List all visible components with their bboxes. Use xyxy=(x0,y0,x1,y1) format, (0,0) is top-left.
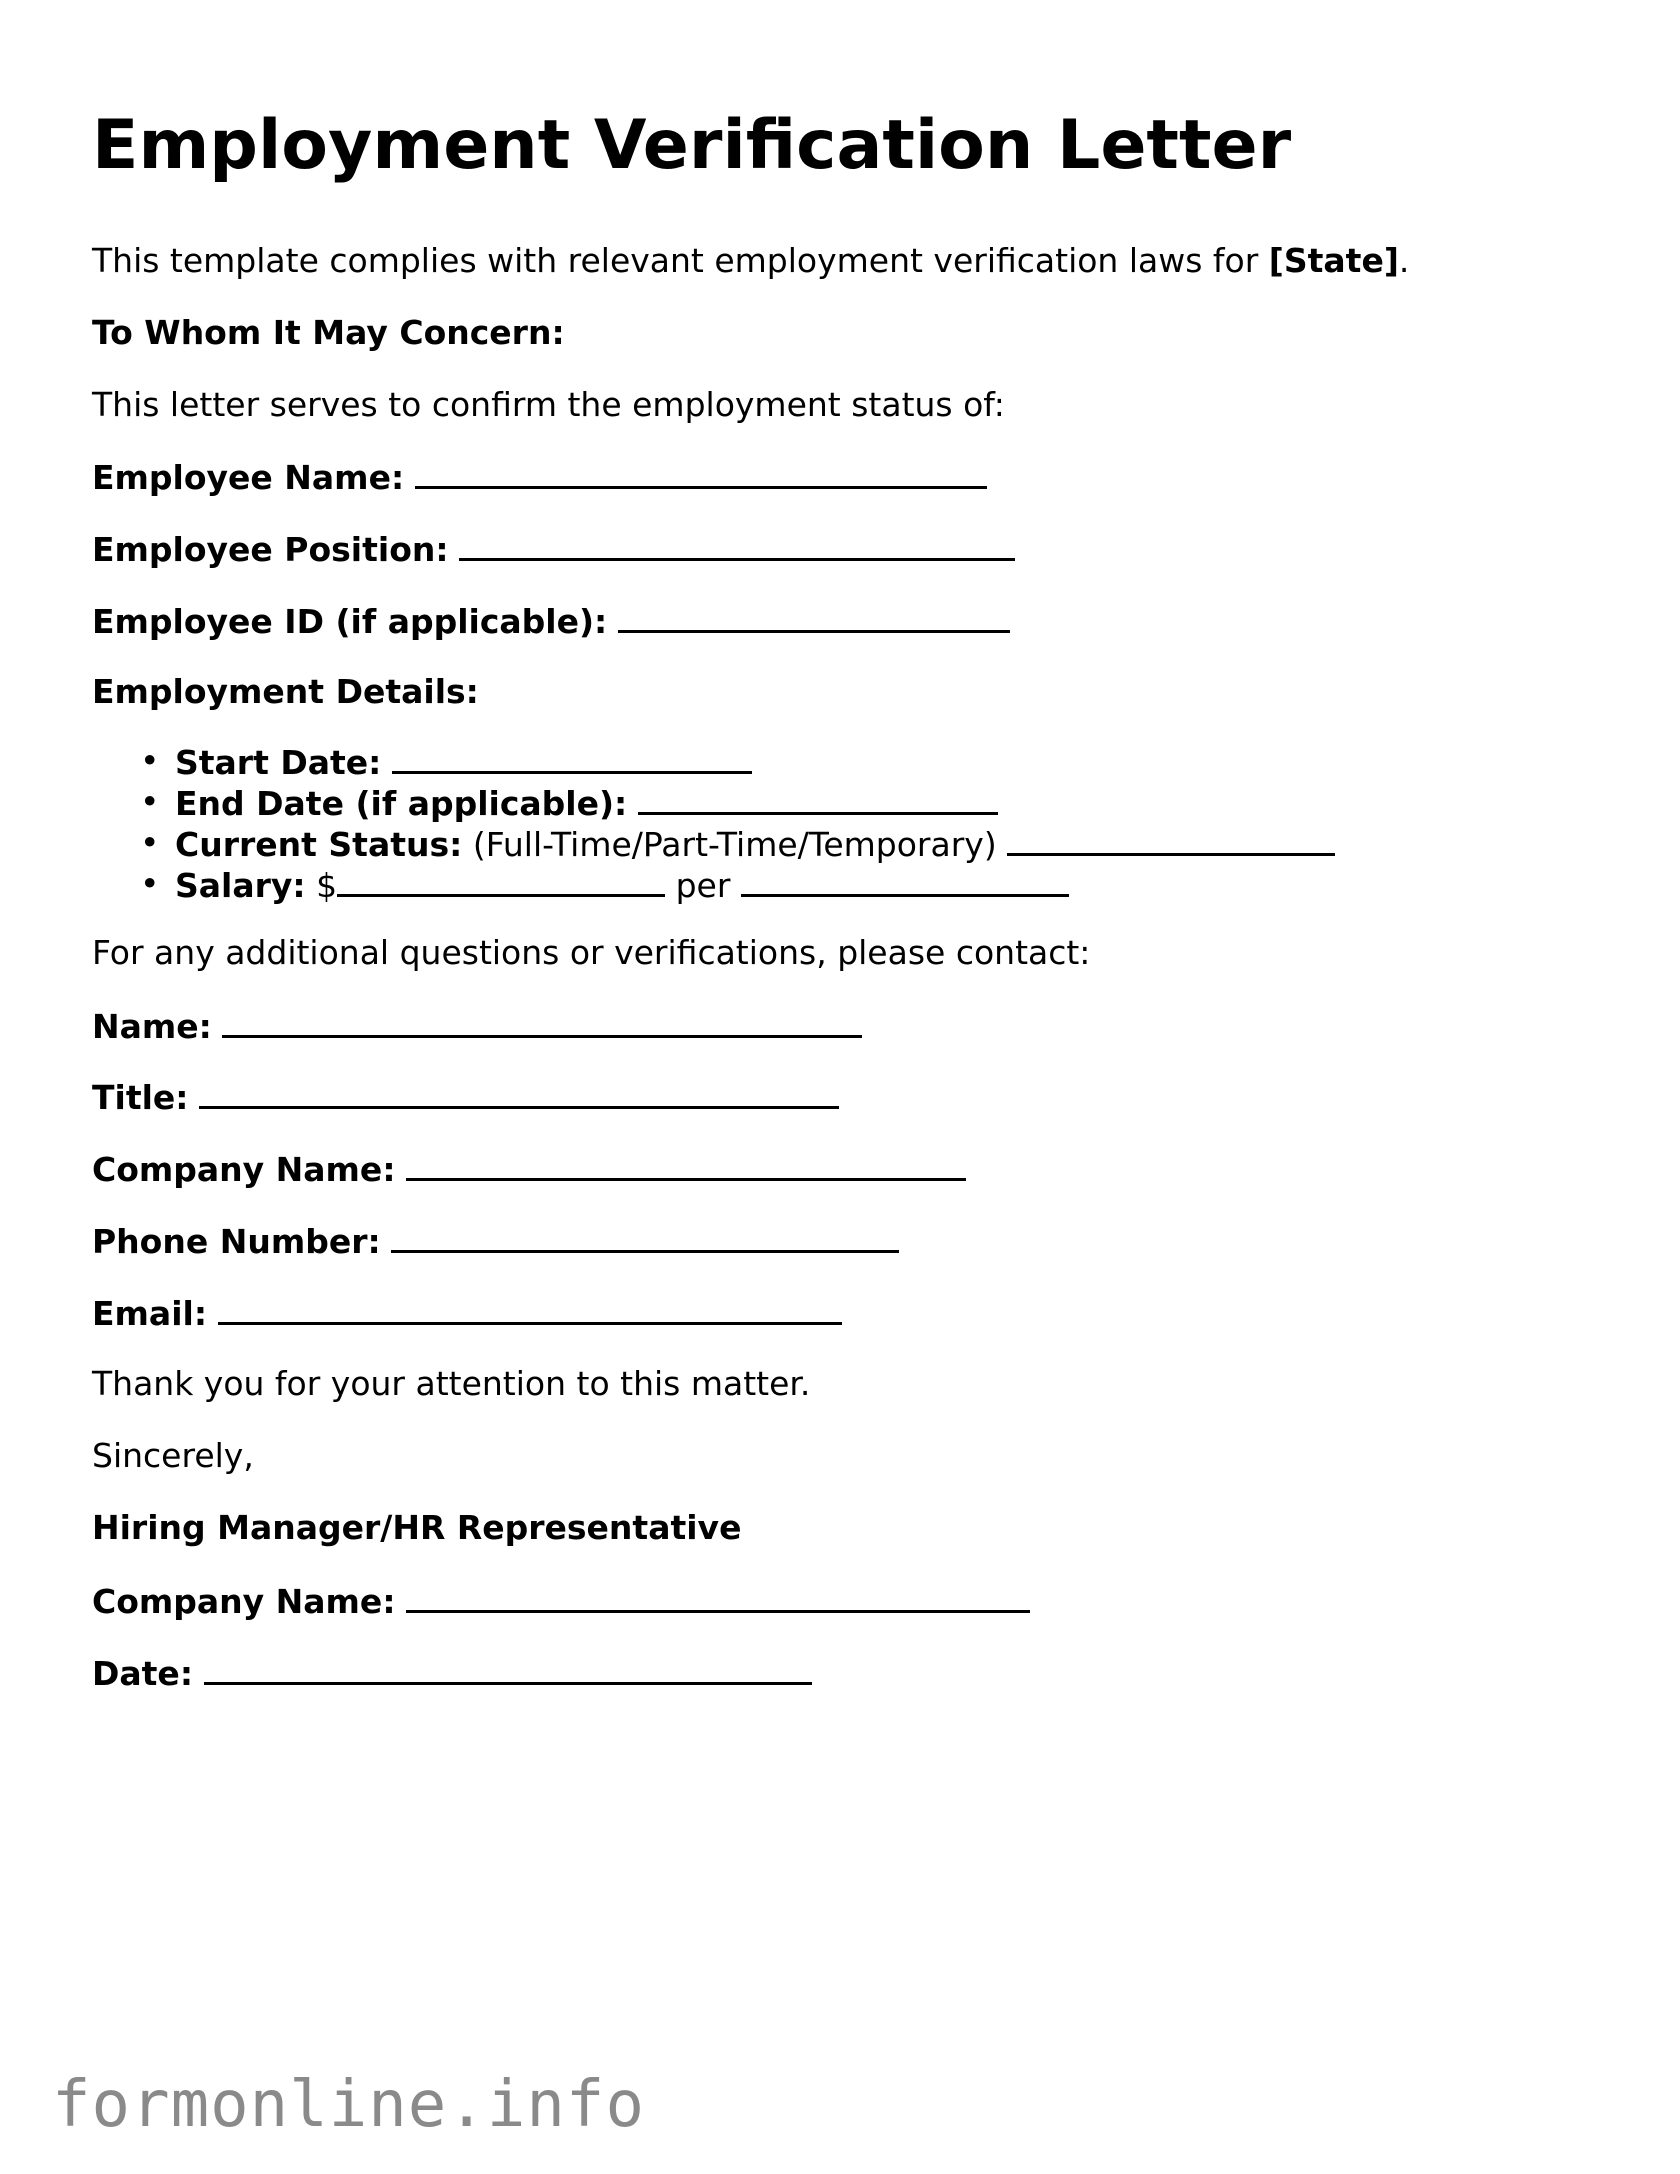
contact-phone-row xyxy=(92,1220,899,1262)
employee-name-label: Employee Name: xyxy=(92,458,405,497)
contact-name-row xyxy=(92,1005,862,1047)
employee-id-row xyxy=(92,600,1010,642)
employee-position-field[interactable] xyxy=(459,528,1015,561)
salary-label: Salary: xyxy=(175,866,306,905)
employee-id-field[interactable] xyxy=(618,600,1010,633)
contact-email-row xyxy=(92,1292,842,1334)
employment-details-list xyxy=(92,741,1335,905)
salary-prefix: $ xyxy=(316,866,338,905)
end-date-label: End Date (if applicable): xyxy=(175,784,628,823)
signature-role: Hiring Manager/HR Representative xyxy=(92,1508,742,1547)
contact-title-row xyxy=(92,1076,839,1118)
contact-phone-label: Phone Number: xyxy=(92,1222,381,1261)
current-status-item xyxy=(92,823,1335,864)
salary-per: per xyxy=(675,866,731,905)
start-date-field[interactable] xyxy=(392,741,752,774)
contact-email-field[interactable] xyxy=(218,1292,842,1325)
intro-text: This template complies with relevant employment verification laws for xyxy=(92,241,1269,280)
status-options: (Full-Time/Part-Time/Temporary) xyxy=(472,825,997,864)
contact-title-label: Title: xyxy=(92,1078,189,1117)
employee-name-row xyxy=(92,456,987,498)
thanks-paragraph: Thank you for your attention to this matter. xyxy=(92,1364,811,1403)
start-date-item xyxy=(92,741,1335,782)
salary-item xyxy=(92,864,1335,905)
signature-date-label: Date: xyxy=(92,1654,194,1693)
bullet-icon: • xyxy=(140,823,160,862)
contact-company-field[interactable] xyxy=(406,1148,966,1181)
salutation: To Whom It May Concern: xyxy=(92,313,565,352)
end-date-field[interactable] xyxy=(638,782,998,815)
end-date-item xyxy=(92,782,1335,823)
employment-details-heading: Employment Details: xyxy=(92,672,479,711)
contact-email-label: Email: xyxy=(92,1294,208,1333)
closing: Sincerely, xyxy=(92,1436,254,1475)
employee-position-row xyxy=(92,528,1015,570)
signature-company-label: Company Name: xyxy=(92,1582,396,1621)
salary-amount-field[interactable] xyxy=(337,864,665,897)
signature-company-row xyxy=(92,1580,1030,1622)
signature-date-row xyxy=(92,1652,812,1694)
employee-position-label: Employee Position: xyxy=(92,530,449,569)
watermark: formonline.info xyxy=(52,2068,645,2142)
contact-intro: For any additional questions or verifications, please contact: xyxy=(92,933,1091,972)
bullet-icon: • xyxy=(140,782,160,821)
start-date-label: Start Date: xyxy=(175,743,382,782)
document-title: Employment Verification Letter xyxy=(92,106,1292,185)
contact-name-field[interactable] xyxy=(222,1005,862,1038)
current-status-field[interactable] xyxy=(1007,823,1335,856)
intro-paragraph xyxy=(92,241,1409,281)
contact-title-field[interactable] xyxy=(199,1076,839,1109)
contact-name-label: Name: xyxy=(92,1007,212,1046)
current-status-label: Current Status: xyxy=(175,825,463,864)
state-placeholder: [State] xyxy=(1268,241,1399,280)
contact-company-label: Company Name: xyxy=(92,1150,396,1189)
salary-period-field[interactable] xyxy=(741,864,1069,897)
confirm-paragraph: This letter serves to confirm the employment status of: xyxy=(92,385,1005,424)
employee-id-label: Employee ID (if applicable): xyxy=(92,602,608,641)
contact-company-row xyxy=(92,1148,966,1190)
signature-date-field[interactable] xyxy=(204,1652,812,1685)
intro-end: . xyxy=(1398,241,1410,280)
bullet-icon: • xyxy=(140,864,160,903)
contact-phone-field[interactable] xyxy=(391,1220,899,1253)
bullet-icon: • xyxy=(140,741,160,780)
employee-name-field[interactable] xyxy=(415,456,987,489)
signature-company-field[interactable] xyxy=(406,1580,1030,1613)
